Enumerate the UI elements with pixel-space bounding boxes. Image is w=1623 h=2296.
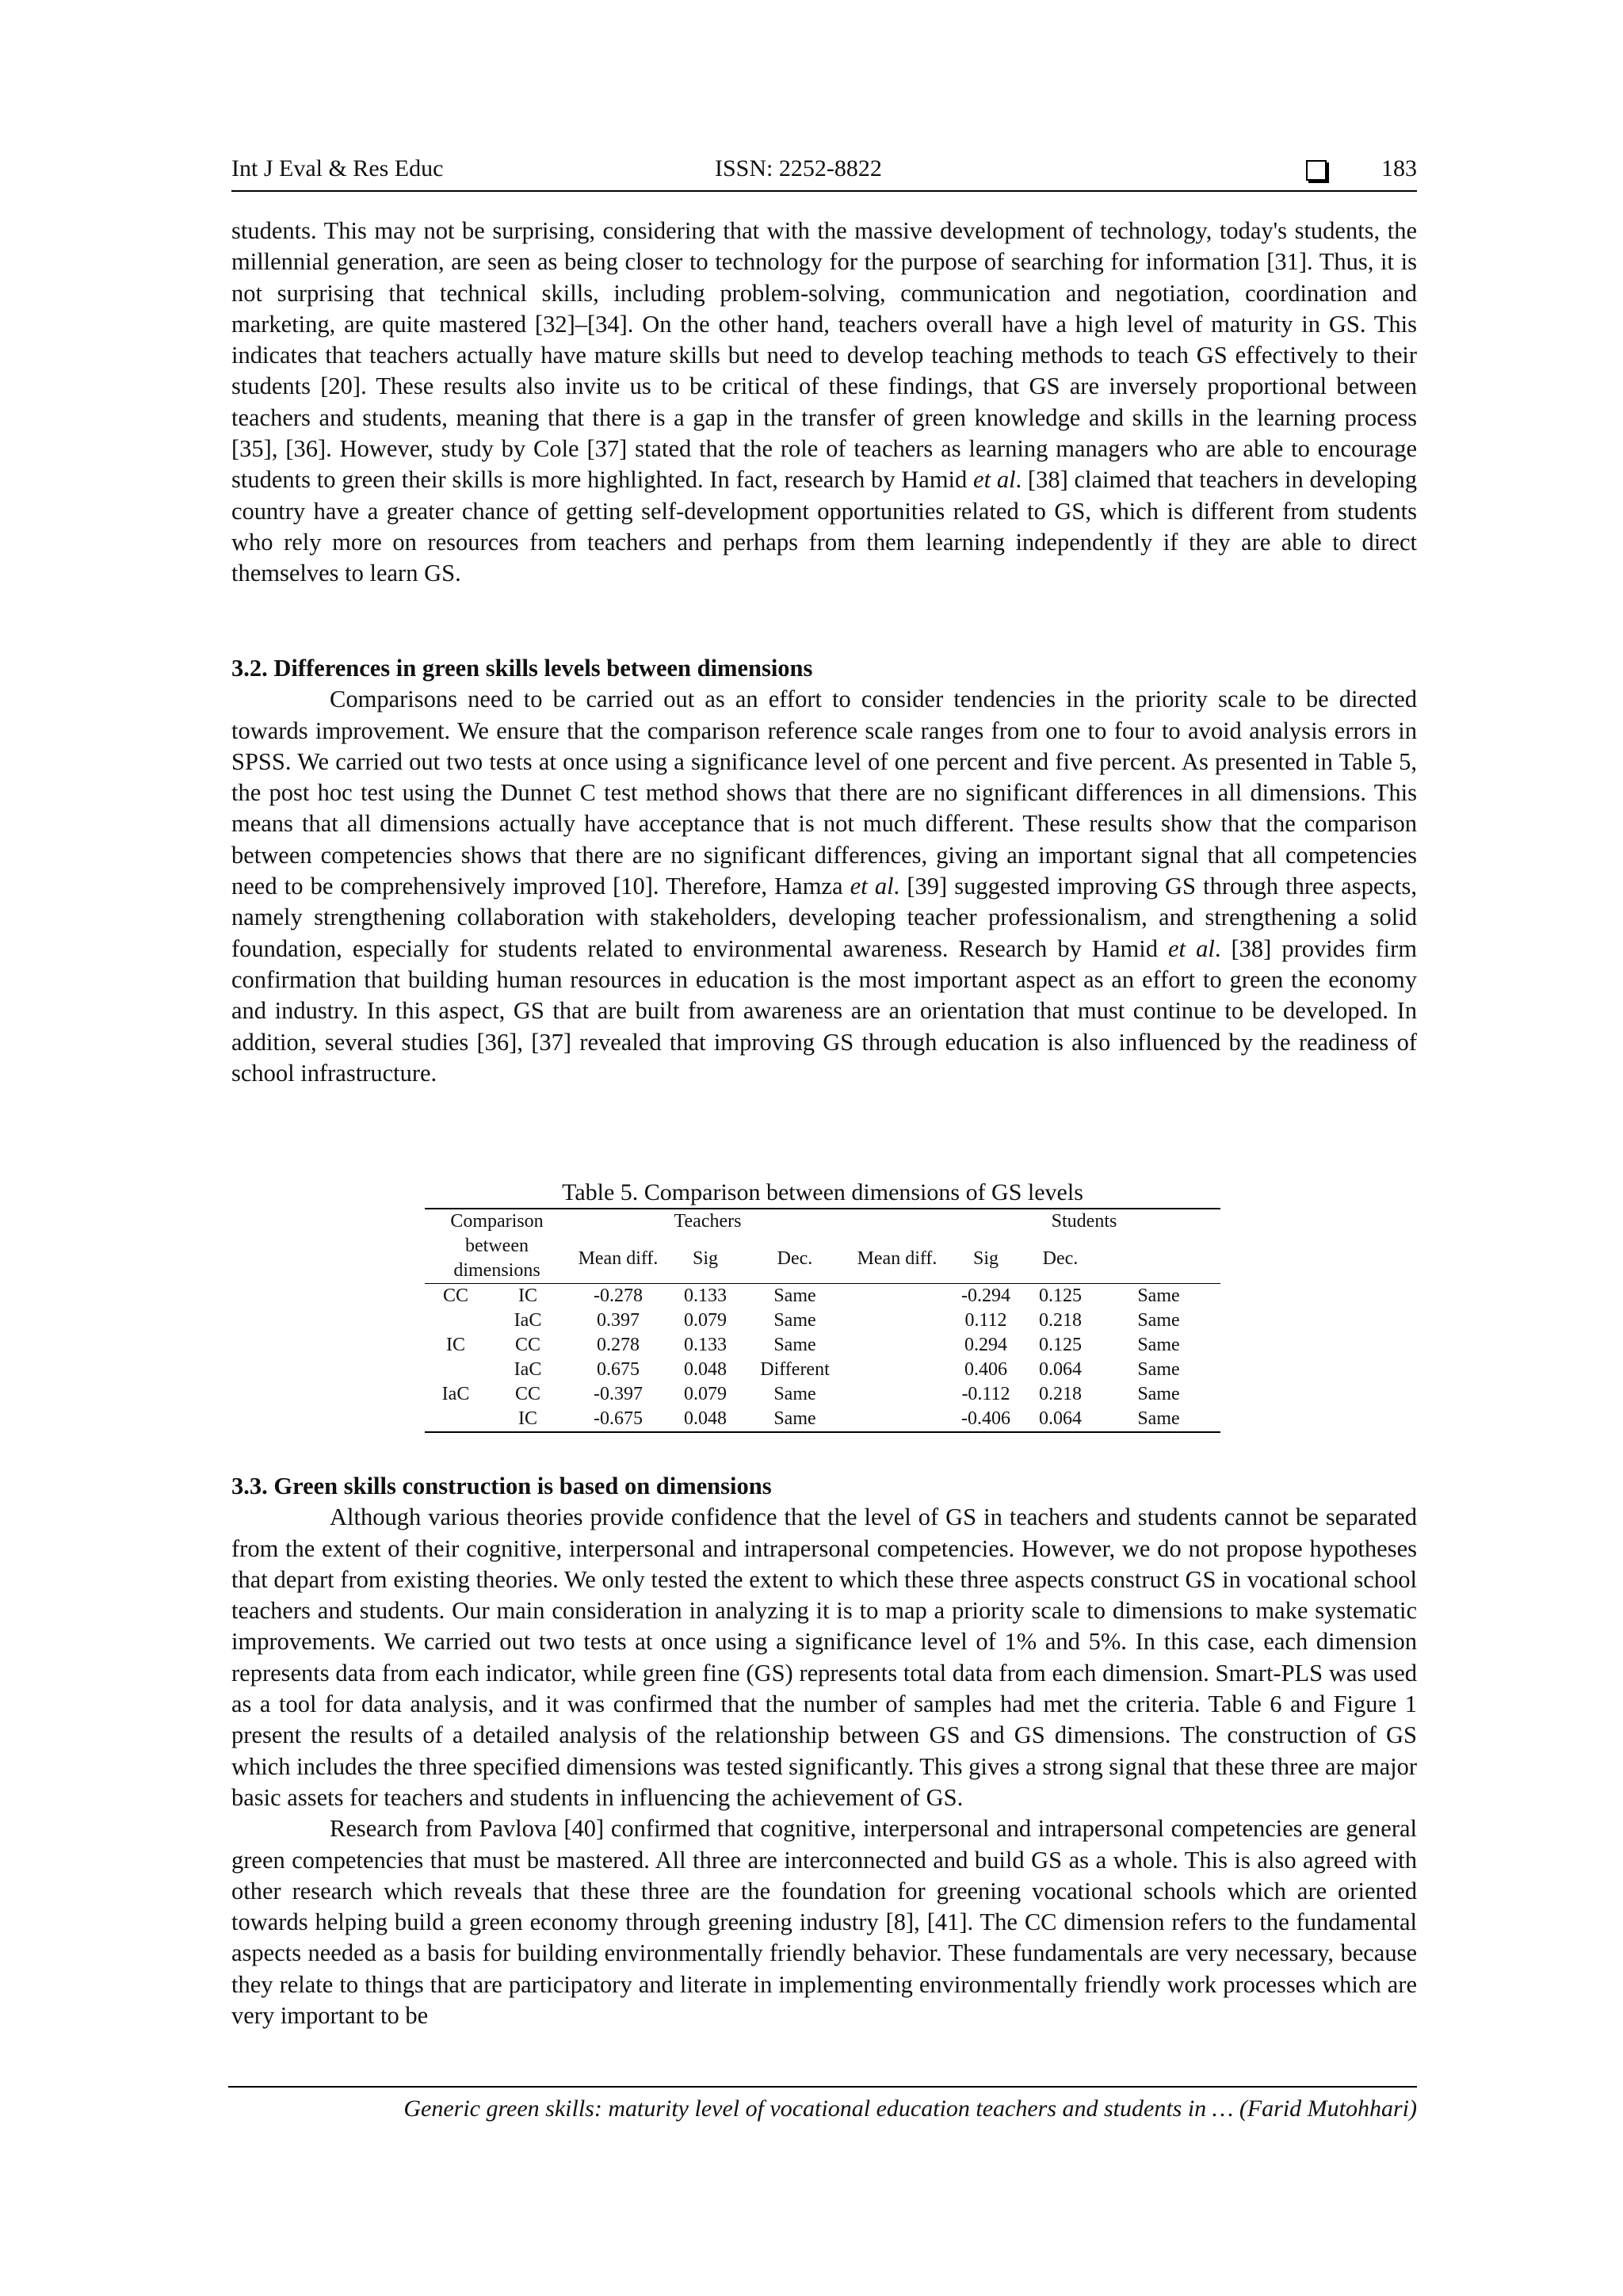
table-cell-dim1: IC [446,1335,465,1355]
table-cell-s-sig: 0.064 [1039,1359,1082,1380]
header-sig: Sig [948,1234,1024,1284]
table-cell-s-sig: 0.218 [1039,1384,1082,1404]
table-5 [425,1179,1220,1433]
table-spacer [846,1407,948,1432]
issn: ISSN: 2252-8822 [715,155,882,181]
table-cell-s-mean: -0.406 [961,1408,1010,1429]
table-cell-t-sig: 0.048 [684,1408,727,1429]
table-cell-t-mean: 0.278 [597,1335,640,1355]
paragraph: Research from Pavlova [40] confirmed that cognitive, interpersonal and intrapersonal competencies are general green competencies that must be mastered. All three are interconnected and build GS as a whole. This is also agreed with other research which reveals that these three are the foundation for greening vocational schools which are oriented towards helping build a green economy through greening industry [8], [41]. The CC dimension refers to the fundamental aspects needed as a basis for building environmentally friendly behavior. These fundamentals are very necessary, because they relate to things that are participatory and literate in implementing environmentally friendly work processes which are very important to be [231,1815,1417,2030]
table-cell-dim1: IaC [441,1384,470,1404]
table-cell-dim1 [425,1308,487,1333]
section-3-3 [231,1471,1417,2031]
table-row [425,1382,1220,1407]
table-cell-s-mean: -0.294 [961,1286,1010,1306]
table-cell-t-dec: Same [773,1335,816,1355]
section-heading: 3.3. Green skills construction is based on dimensions [231,1473,772,1499]
header-dec: Dec. [1024,1234,1097,1284]
running-footer [228,2086,1417,2122]
table-cell-s-sig: 0.218 [1039,1310,1082,1331]
header-comparison: Comparison [450,1211,544,1232]
table-cell-t-sig: 0.133 [684,1286,727,1306]
page-number: 183 [1381,155,1417,181]
table-row [425,1284,1220,1309]
header-between-dimensions: between dimensions [425,1234,569,1284]
paragraph: Although various theories provide confidence that the level of GS in teachers and students cannot be separated from the extent of their cognitive, interpersonal and intrapersonal competencies. However, we do not propose hypotheses that depart from existing theories. We only tested the extent to which these three aspects construct GS in vocational school teachers and students. Our main consideration in analyzing it is to map a priority scale to dimensions to make systematic improvements. We carried out two tests at once using a significance level of 1% and 5%. In this case, each dimension represents data from each indicator, while green fine (GS) represents total data from each dimension. Smart-PLS was used as a tool for data analysis, and it was confirmed that the number of samples had met the criteria. Table 6 and Figure 1 present the results of a detailed analysis of the relationship between GS and GS dimensions. The construction of GS which includes the three specified dimensions was tested significantly. This gives a strong signal that these three are major basic assets for teachers and students in influencing the achievement of GS. [231,1503,1417,1811]
table-spacer [846,1358,948,1382]
table-cell-s-sig: 0.064 [1039,1408,1082,1429]
table-row [425,1308,1220,1333]
section-3-2 [231,653,1417,1089]
table-cell-t-mean: 0.675 [597,1359,640,1380]
table-cell-dim2: CC [514,1335,540,1355]
table-cell-s-mean: 0.406 [964,1359,1007,1380]
table-cell-dim2: IC [518,1286,537,1306]
table-cell-t-sig: 0.133 [684,1335,727,1355]
table-spacer [846,1308,948,1333]
table-cell-s-dec: Same [1137,1384,1180,1404]
section-heading: 3.2. Differences in green skills levels between dimensions [231,655,813,682]
table-row [425,1407,1220,1432]
table-cell-t-mean: -0.397 [594,1384,643,1404]
table-cell-s-sig: 0.125 [1039,1286,1082,1306]
table-cell-s-dec: Same [1137,1359,1180,1380]
paragraph-continuation: students. This may not be surprising, considering that with the massive development of technology, today's students, the millennial generation, are seen as being closer to technology for the purpose of searching for information [31]. Thus, it is not surprising that technical skills, including problem-solving, communication and negotiation, coordination and marketing, are quite mastered [32]–[34]. On the other hand, teachers overall have a high level of maturity in GS. This indicates that teachers actually have mature skills but need to develop teaching methods to teach GS effectively to their students [20]. These results also invite us to be critical of these findings, that GS are inversely proportional between teachers and students, meaning that there is a gap in the transfer of green knowledge and skills in the learning process [35], [36]. However, study by Cole [37] stated that the role of teachers as learning managers who are able to encourage students to green their skills is more highlighted. In fact, research by Hamid et al. [38] claimed that teachers in developing country have a greater chance of getting self-development opportunities related to GS, which is different from students who rely more on resources from teachers and perhaps from them learning independently if they are able to direct themselves to learn GS. [231,217,1417,587]
table-cell-dim1 [425,1407,487,1432]
table-cell-s-dec: Same [1137,1310,1180,1331]
table-cell-t-dec: Same [773,1286,816,1306]
table-cell-s-sig: 0.125 [1039,1335,1082,1355]
table-row [425,1358,1220,1382]
header-dec: Dec. [743,1234,846,1284]
table-spacer [846,1333,948,1358]
table-caption: Table 5. Comparison between dimensions of GS levels [562,1179,1083,1205]
table-cell-t-dec: Different [760,1359,830,1380]
table-cell-t-dec: Same [773,1384,816,1404]
square-bullet-icon [1306,160,1327,181]
table-row [425,1333,1220,1358]
table-cell-t-dec: Same [773,1310,816,1331]
table-cell-dim1 [425,1358,487,1382]
table-cell-s-dec: Same [1137,1286,1180,1306]
body-text-top [231,216,1417,590]
table-spacer [846,1284,948,1309]
table-cell-t-mean: -0.675 [594,1408,643,1429]
header-teachers: Teachers [674,1211,742,1232]
table-cell-dim2: IC [518,1408,537,1429]
table-cell-dim1: CC [442,1286,468,1306]
table-body [425,1284,1220,1433]
header-sig: Sig [667,1234,743,1284]
header-students: Students [1051,1211,1117,1232]
table-cell-dim2: CC [514,1384,540,1404]
paragraph: Comparisons need to be carried out as an effort to consider tendencies in the priority scale to be directed towards improvement. We ensure that the comparison reference scale ranges from one to four to avoid analysis errors in SPSS. We carried out two tests at once using a significance level of one percent and five percent. As presented in Table 5, the post hoc test using the Dunnet C test method shows that there are no significant differences in all dimensions. This means that all dimensions actually have acceptance that is not much different. These results show that the comparison between competencies shows that there are no significant differences, giving an important signal that all competencies need to be comprehensively improved [10]. Therefore, Hamza et al. [39] suggested improving GS through three aspects, namely strengthening collaboration with stakeholders, developing teacher professionalism, and strengthening a solid foundation, especially for students related to environmental awareness. Research by Hamid et al. [38] provides firm confirmation that building human resources in education is the most important aspect as an effort to green the economy and industry. In this aspect, GS that are built from awareness are an orientation that must continue to be developed. In addition, several studies [36], [37] revealed that improving GS through education is also influenced by the readiness of school infrastructure. [231,686,1417,1087]
table-cell-t-mean: 0.397 [597,1310,640,1331]
table-spacer [846,1382,948,1407]
table-cell-t-sig: 0.079 [684,1384,727,1404]
comparison-table [425,1208,1220,1433]
table-cell-s-mean: 0.112 [964,1310,1007,1331]
running-header [231,155,1417,192]
header-mean-diff: Mean diff. [569,1234,667,1284]
table-cell-s-dec: Same [1137,1408,1180,1429]
table-cell-s-mean: 0.294 [964,1335,1007,1355]
footer-text: Generic green skills: maturity level of vocational education teachers and students in … (Farid Mutohhari) [403,2095,1417,2122]
table-cell-dim2: IaC [514,1310,542,1331]
table-cell-s-mean: -0.112 [961,1384,1010,1404]
table-cell-t-sig: 0.048 [684,1359,727,1380]
table-cell-dim2: IaC [514,1359,542,1380]
table-cell-t-mean: -0.278 [594,1286,643,1306]
table-cell-t-sig: 0.079 [684,1310,727,1331]
journal-name: Int J Eval & Res Educ [231,155,444,181]
table-cell-s-dec: Same [1137,1335,1180,1355]
table-cell-t-dec: Same [773,1408,816,1429]
header-mean-diff: Mean diff. [846,1234,948,1284]
